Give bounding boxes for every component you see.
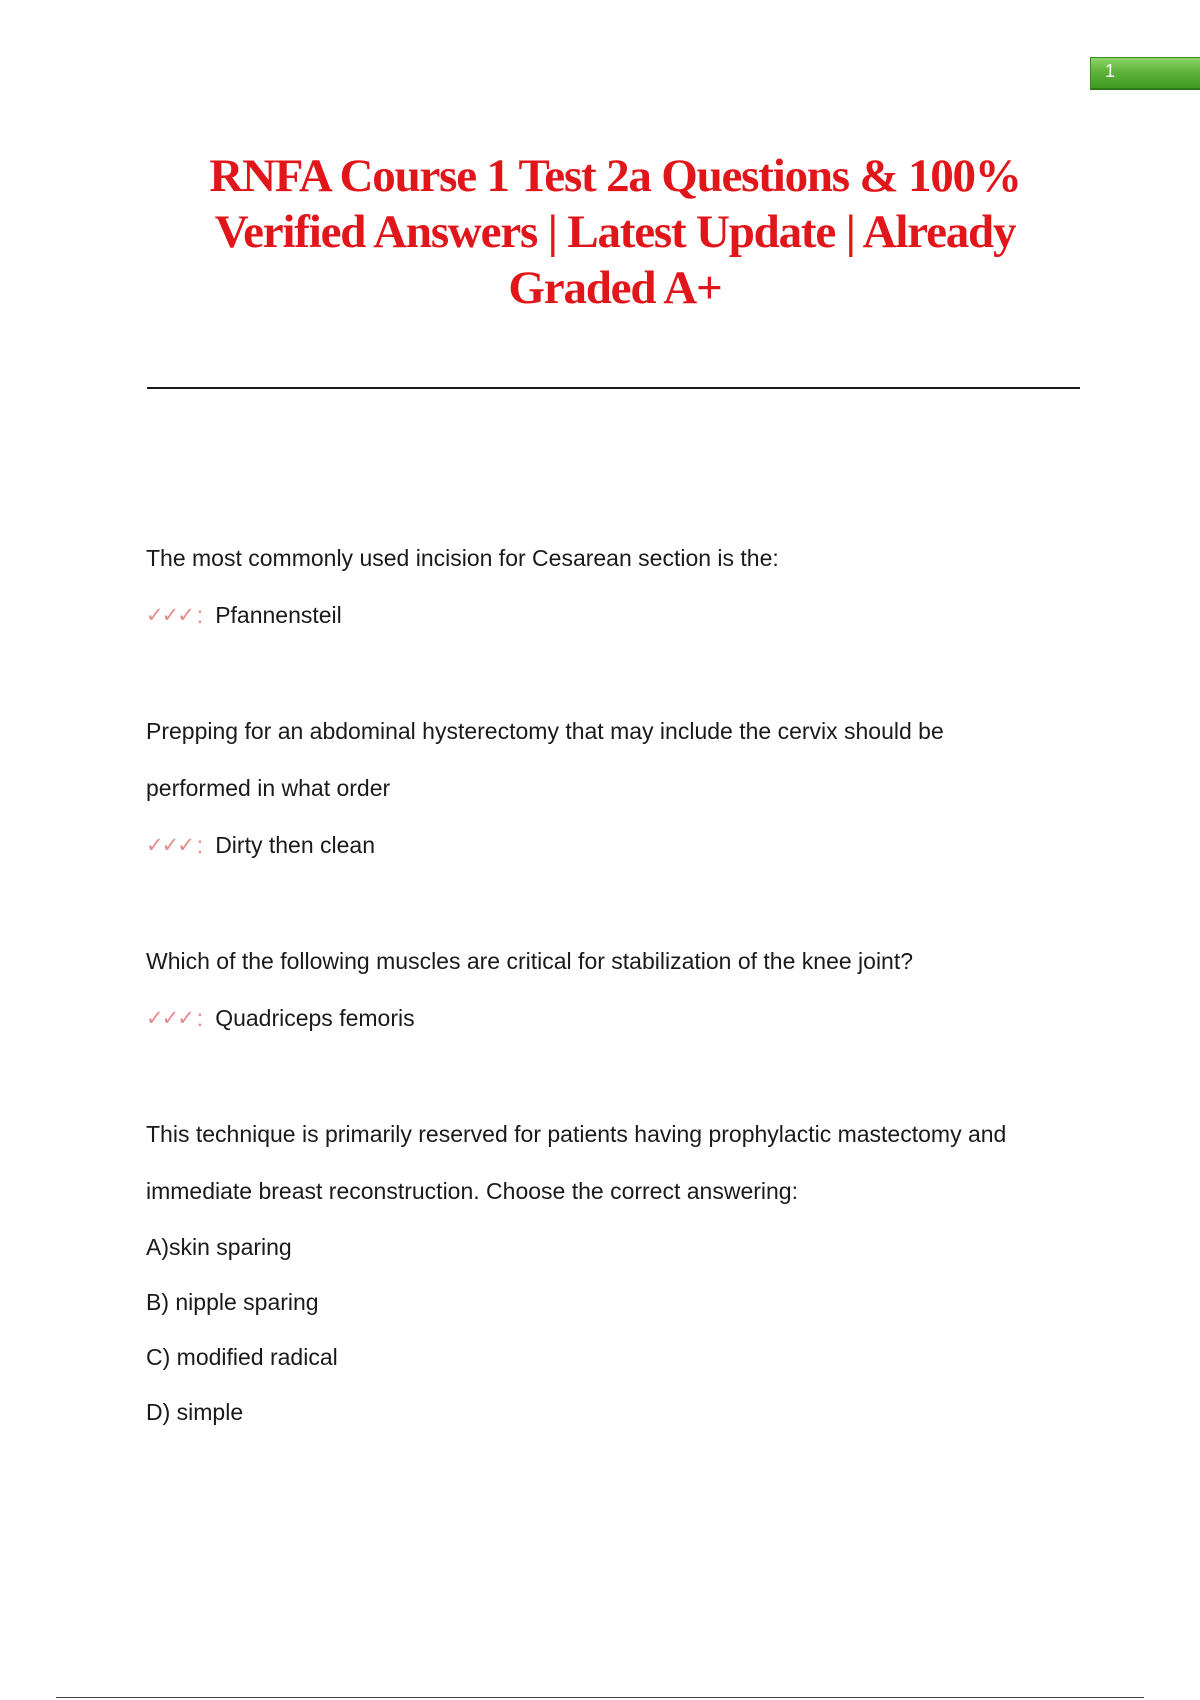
checkmark-icon: ✓✓✓ — [146, 1006, 193, 1030]
question-text-continued: performed in what order — [146, 775, 391, 801]
answer-line — [146, 587, 1086, 644]
checkmark-icon: ✓✓✓ — [146, 833, 193, 857]
answer-colon: : — [196, 602, 204, 628]
checkmark-icon: ✓✓✓ — [146, 603, 193, 627]
question-text: Prepping for an abdominal hysterectomy that may include the cervix should be — [146, 718, 944, 744]
option-c: C) modified radical — [146, 1344, 338, 1370]
document-title: RNFA Course 1 Test 2a Questions & 100% Verified Answers | Latest Update | Already Graded A+ — [209, 150, 1021, 314]
answer-line — [146, 817, 1086, 874]
page-number: 1 — [1105, 61, 1116, 81]
option-a: A)skin sparing — [146, 1234, 292, 1260]
answer-line — [146, 990, 1086, 1047]
question-block-2 — [146, 703, 1086, 874]
question-text: This technique is primarily reserved for patients having prophylactic mastectomy and — [146, 1121, 1007, 1147]
answer-colon: : — [196, 1005, 204, 1031]
answer-text: Dirty then clean — [215, 832, 375, 858]
answer-colon: : — [196, 832, 204, 858]
question-block-3 — [146, 933, 1086, 1047]
question-text-continued: immediate breast reconstruction. Choose the correct answering: — [146, 1178, 798, 1204]
page-footer-rule — [56, 1697, 1144, 1698]
answer-text: Pfannensteil — [215, 602, 342, 628]
page-number-badge — [1090, 57, 1200, 90]
question-list — [146, 530, 1086, 1499]
question-text: The most commonly used incision for Cesarean section is the: — [146, 545, 779, 571]
option-d: D) simple — [146, 1399, 244, 1425]
option-b: B) nipple sparing — [146, 1289, 319, 1315]
question-text: Which of the following muscles are critical for stabilization of the knee joint? — [146, 948, 914, 974]
question-block-1 — [146, 530, 1086, 644]
answer-text: Quadriceps femoris — [215, 1005, 415, 1031]
question-block-4 — [146, 1106, 1086, 1440]
title-divider — [147, 387, 1080, 389]
